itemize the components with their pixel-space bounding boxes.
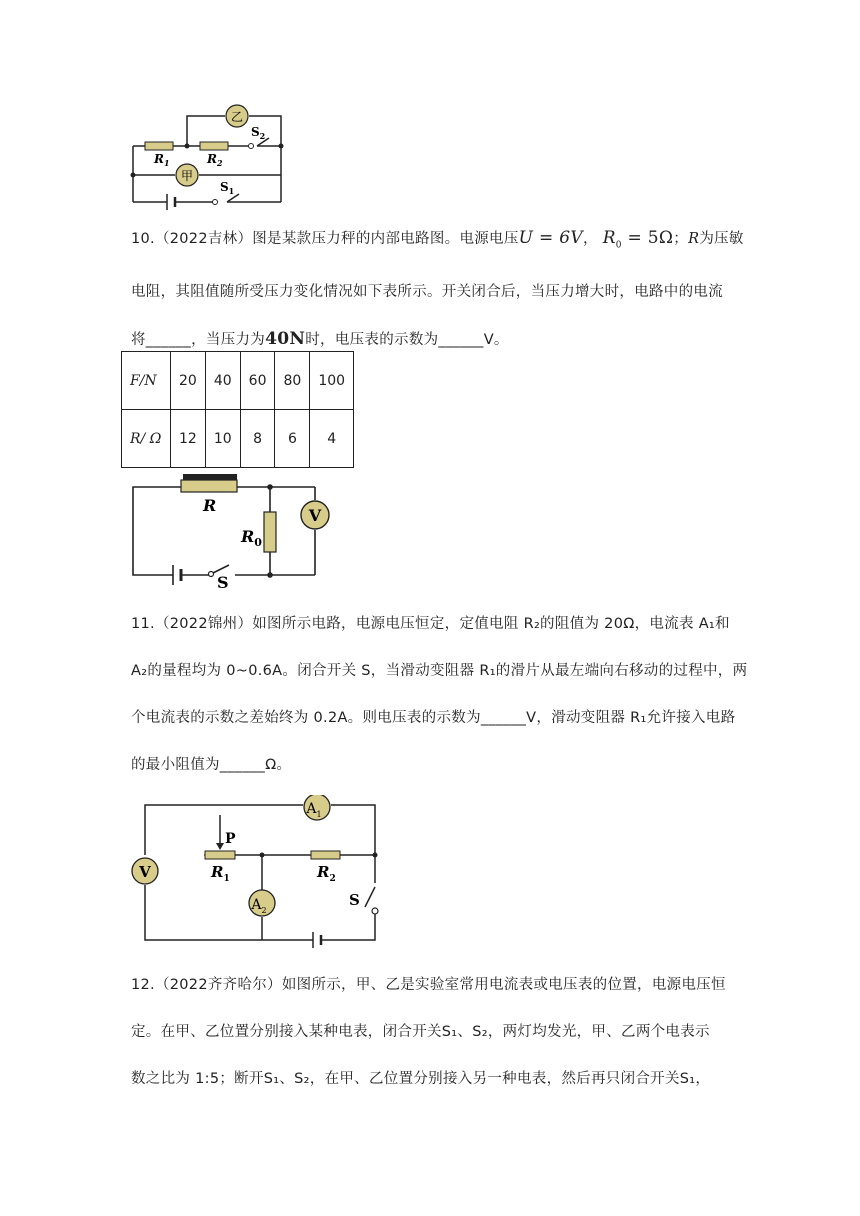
table-cell: 80	[275, 352, 310, 410]
q11-line2: A₂的量程均为 0~0.6A。闭合开关 S，当滑动变阻器 R₁的滑片从最左端向右移动的过程中，两	[131, 663, 748, 679]
q10-r0: $R_0 = 5\Omega$	[602, 228, 674, 251]
table-cell: 8	[240, 410, 275, 468]
ammeter-a1-label: $A_1$	[306, 801, 322, 819]
table-row	[122, 410, 354, 468]
resistor-r	[181, 480, 237, 492]
rheostat-r1	[205, 851, 235, 859]
force-resistance-table	[121, 351, 354, 468]
resistor-r2	[200, 142, 228, 150]
question-10	[131, 215, 744, 364]
label-r0: $R_0$	[241, 527, 262, 549]
table-cell: R/ Ω	[122, 410, 171, 468]
table-cell: 4	[310, 410, 354, 468]
q10-line1-end: 为压敏	[699, 231, 744, 247]
table-row	[122, 352, 354, 410]
voltmeter-label: V	[308, 506, 322, 525]
label-r1: $R_1$	[154, 152, 170, 168]
resistor-r2	[311, 851, 340, 859]
label-s1: $S_1$	[220, 180, 235, 196]
label-r2: $R_2$	[207, 152, 223, 168]
q11-line3: 个电流表的示数之差始终为 0.2A。则电压表的示数为______V，滑动变阻器 R₁允许接入电路	[131, 710, 736, 726]
pressure-plate	[183, 474, 237, 480]
q12-line2: 定。在甲、乙位置分别接入某种电表，闭合开关S₁、S₂，两灯均发光，甲、乙两个电表示	[131, 1024, 710, 1040]
table-cell: 60	[240, 352, 275, 410]
q10-voltage: U = 6V	[518, 228, 583, 248]
meter-yi-label: 乙	[230, 110, 244, 124]
q10-r: R	[688, 231, 700, 247]
label-r2: $R_2$	[317, 863, 336, 884]
circuit-diagram-q10	[125, 470, 335, 590]
q10-semicolon: ；	[673, 231, 689, 247]
label-switch: S	[217, 573, 229, 590]
voltmeter-label: V	[139, 863, 151, 881]
question-11	[131, 601, 748, 789]
q12-line1: 12.（2022齐齐哈尔）如图所示，甲、乙是实验室常用电流表或电压表的位置，电源电压恒	[131, 977, 726, 993]
circuit-diagram-q11	[125, 795, 390, 955]
table-cell: 12	[171, 410, 206, 468]
label-r1: $R_1$	[211, 863, 230, 884]
q10-line3-text: 将______，当压力为	[131, 332, 266, 349]
q10-force: 40N	[265, 329, 306, 350]
table-cell: 100	[310, 352, 354, 410]
q11-line4: 的最小阻值为______Ω。	[131, 757, 292, 773]
q10-comma: ，	[582, 231, 598, 247]
meter-jia-label: 甲	[180, 169, 194, 183]
resistor-r1	[145, 142, 173, 150]
ammeter-a2-label: $A_2$	[251, 897, 267, 915]
table-cell: 10	[205, 410, 240, 468]
circuit-diagram-top	[125, 100, 295, 215]
resistor-r0	[264, 512, 276, 552]
label-r: R	[203, 496, 217, 515]
table-cell: 6	[275, 410, 310, 468]
q11-line1: 11.（2022锦州）如图所示电路，电源电压恒定，定值电阻 R₂的阻值为 20Ω，电流表 A₁和	[131, 616, 730, 632]
q10-line1-text: 10.（2022吉林）图是某款压力秤的内部电路图。电源电压	[131, 231, 519, 247]
table-cell: 20	[171, 352, 206, 410]
q10-line3-end: 时，电压表的示数为______V。	[305, 332, 509, 349]
table-cell: F/N	[122, 352, 171, 410]
q12-line3: 数之比为 1:5；断开S₁、S₂，在甲、乙位置分别接入另一种电表，然后再只闭合开关S₁，	[131, 1071, 711, 1087]
label-p: P	[225, 831, 236, 847]
label-s2: $S_2$	[251, 125, 266, 141]
q10-line2: 电阻，其阻值随所受压力变化情况如下表所示。开关闭合后，当压力增大时，电路中的电流	[131, 284, 723, 301]
question-12	[131, 962, 741, 1103]
table-cell: 40	[205, 352, 240, 410]
label-s: S	[349, 891, 360, 909]
